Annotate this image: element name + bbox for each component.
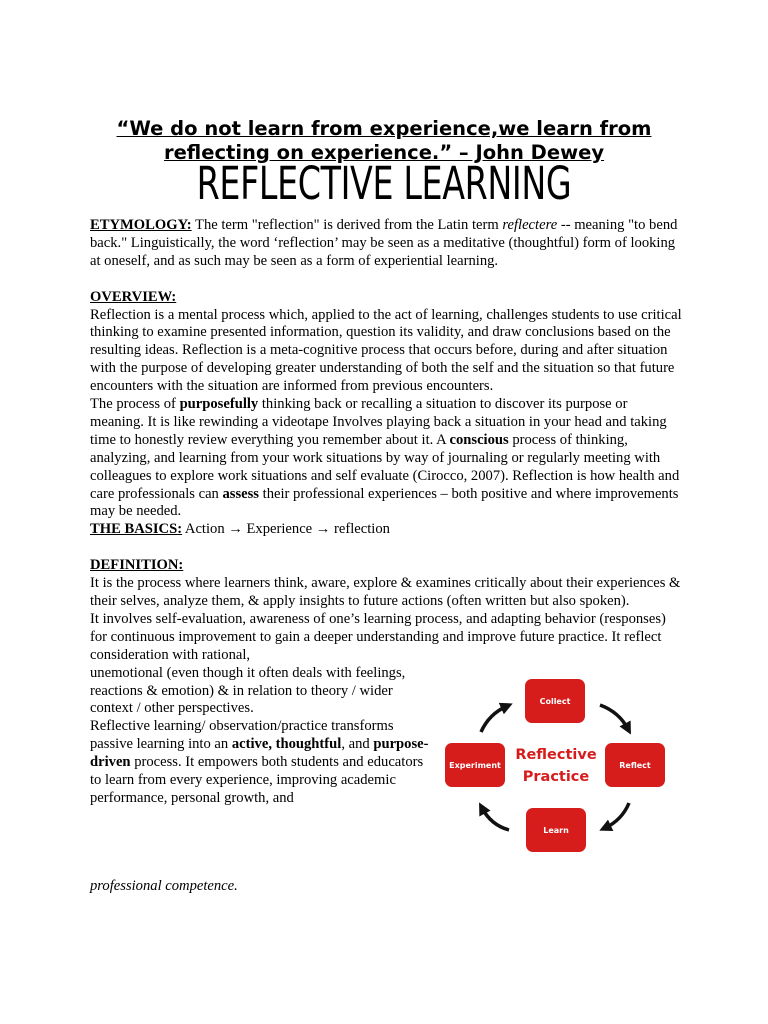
emphasis-conscious: conscious (449, 431, 509, 448)
definition-text: , and (341, 736, 374, 753)
emphasis-active-thoughtful: active, thoughtful (231, 736, 342, 753)
closing-line: professional competence. (90, 878, 238, 894)
etymology-heading: ETYMOLOGY: (90, 217, 192, 233)
overview-text: The process of (90, 396, 180, 413)
overview-text: their professional experiences – both positive and where improvements may be needed. (90, 485, 679, 520)
etymology-text-1: The term "reflection" is derived from the Latin term (191, 217, 503, 233)
overview-paragraph-2 (90, 396, 682, 521)
etymology-text-2: -- meaning "to bend back." Linguistically, the word ‘reflection’ may be seen as a meditative (thoughtful) form of looking at oneself, and as such may be seen as a form of experiential learning. (90, 217, 678, 269)
epigraph-quote: “We do not learn from experience,we learn from reflecting on experience.” – John Dewey (116, 117, 652, 164)
cycle-node-experiment: Experiment (445, 743, 505, 787)
overview-heading-line (90, 289, 682, 307)
emphasis-purposefully: purposefully (179, 396, 259, 413)
cycle-node-learn: Learn (526, 808, 586, 852)
overview-text: thinking back or recalling a situation to discover its purpose or meaning. It is like rewinding a videotape Involves playing back a situation in your head and taking time to honestly review everything you remember about it. A (90, 396, 667, 448)
definition-paragraph-2: It involves self-evaluation, awareness of one’s learning process, and adapting behavior (responses) for continuous improvement to gain a deeper understanding and improve future practice. It reflect consideration with rational, (90, 610, 666, 663)
center-label-line-1: Reflective (515, 747, 597, 763)
overview-paragraph-1: Reflection is a mental process which, applied to the act of learning, challenges students to use critical thinking to examine presented information, question its validity, and draw conclusions based on the resulting ideas. Reflection is a meta-cognitive process that occurs before, during and after situation with the purpose of developing greater understanding of both the self and the situation so that future encounters with the situation are informed from previous encounters. (90, 306, 682, 395)
emphasis-purpose-driven: purpose-driven (90, 736, 429, 771)
etymology-latin-term: reflectere (502, 217, 558, 233)
arrow-experiment-to-collect-icon (481, 706, 507, 732)
page-title: REFLECTIVE LEARNING (196, 157, 572, 210)
cycle-node-reflect: Reflect (605, 743, 665, 787)
definition-text: process. It empowers both students and educators to learn from every experience, improving academic performance, personal growth, and (90, 754, 424, 806)
etymology-paragraph (90, 217, 682, 271)
center-label-line-2: Practice (522, 769, 590, 785)
overview-text: process of thinking, analyzing, and learning from your work situations by way of journaling or regularly meeting with colleagues to explore work situations and self evaluate (Cirocco, 2007). Reflection is how health and care professionals can (90, 431, 680, 502)
arrow-collect-to-reflect-icon (600, 705, 628, 729)
basics-line (90, 521, 682, 539)
arrow-reflect-to-learn-icon (605, 803, 629, 828)
definition-paragraph-3: unemotional (even though it often deals with feelings, reactions & emotion) & in relation to theory / wider context / other perspectives. (90, 664, 406, 717)
definition-heading-line (90, 557, 682, 575)
overview-heading: OVERVIEW: (90, 288, 177, 305)
basics-heading: THE BASICS: (90, 521, 183, 538)
basics-text: Action → Experience → reflection (182, 521, 390, 538)
cycle-node-collect: Collect (525, 679, 585, 723)
definition-paragraph-1: It is the process where learners think, aware, explore & examines critically about their experiences & their selves, analyze them, & apply insights to future actions (often written but also spoken). (90, 575, 681, 609)
definition-paragraph-4 (90, 718, 435, 808)
arrow-learn-to-experiment-icon (482, 808, 509, 830)
reflective-practice-cycle-diagram (442, 676, 668, 854)
cycle-center-label (508, 744, 604, 788)
emphasis-assess: assess (222, 485, 259, 502)
definition-heading: DEFINITION: (90, 557, 184, 574)
definition-text: Reflective learning/ observation/practice transforms passive learning into an (90, 718, 394, 753)
